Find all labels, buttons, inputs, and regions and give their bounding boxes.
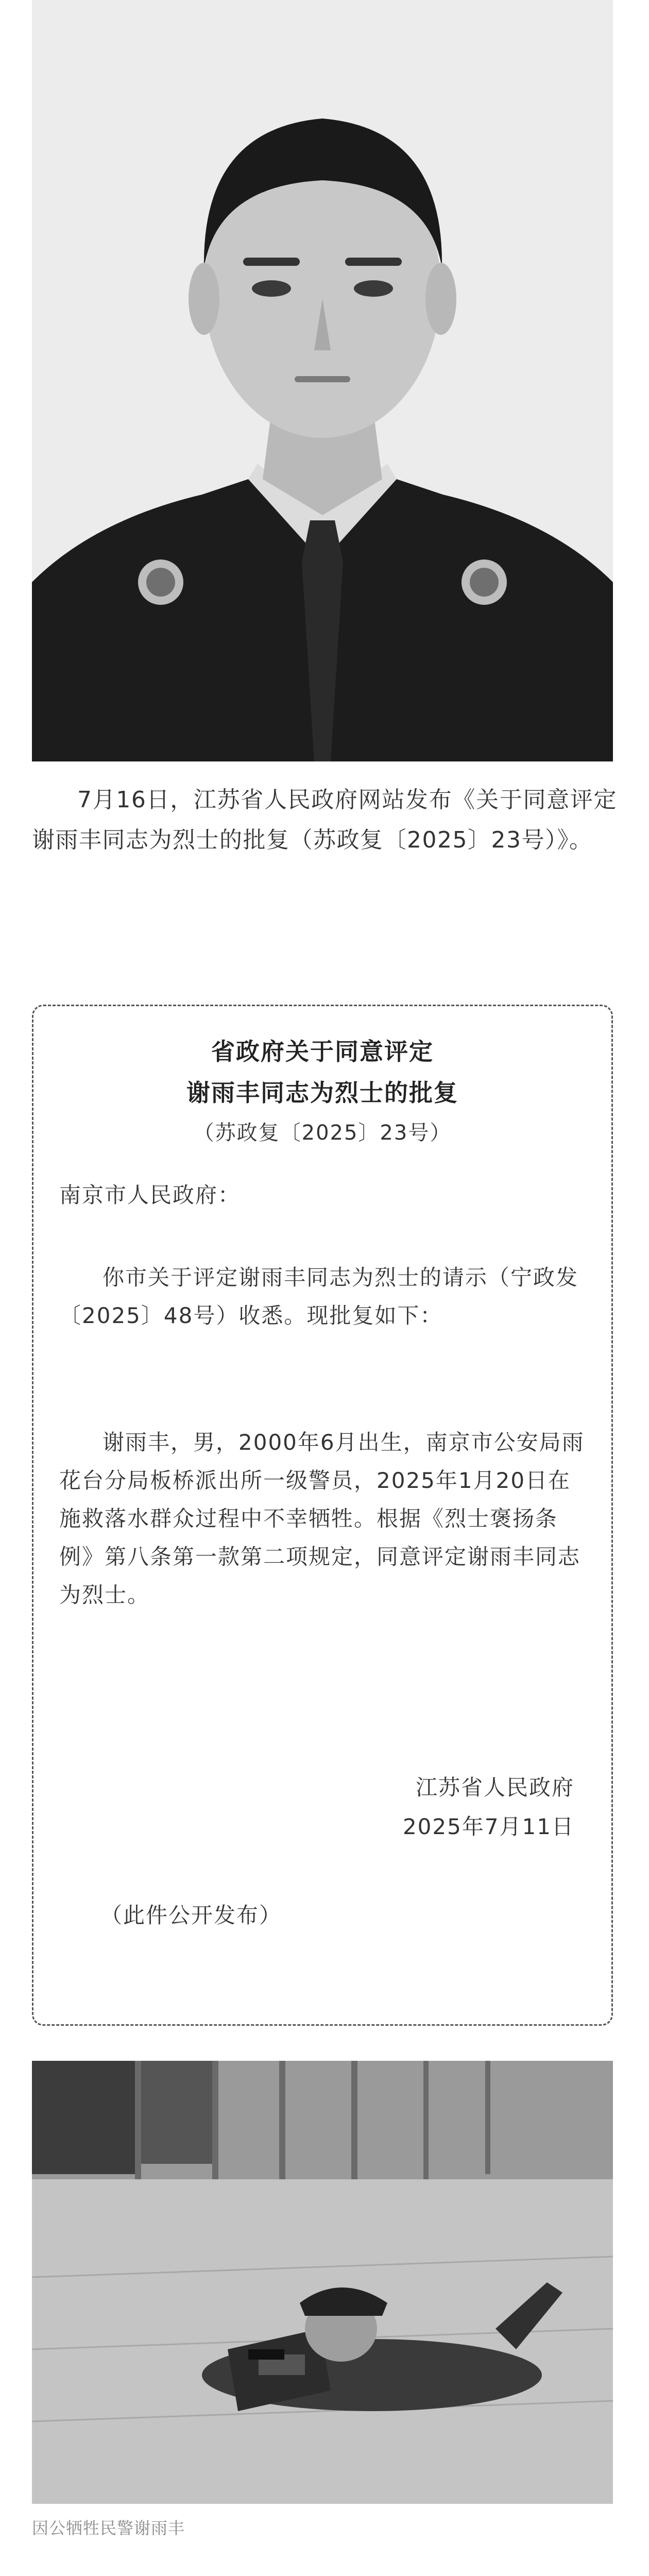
intro-paragraph [32,780,617,860]
official-document [32,1005,613,2026]
portrait-photo [32,0,613,761]
document-addressee: 南京市人民政府： [59,1182,241,1208]
document-publish-note: （此件公开发布） [100,1903,282,1928]
document-signer: 江苏省人民政府 [415,1775,574,1800]
document-title-line2: 谢雨丰同志为烈士的批复 [186,1079,458,1107]
document-para1: 你市关于评定谢雨丰同志为烈士的请示（宁政发〔2025〕48号）收悉。现批复如下： [59,1265,579,1328]
photo-caption: 因公牺牲民警谢雨丰 [32,2518,185,2538]
document-para2: 谢雨丰，男，2000年6月出生，南京市公安局雨花台分局板桥派出所一级警员，2025年1月20日在施救落水群众过程中不幸牺牲。根据《烈士褒扬条例》第八条第一款第二项规定，同意评定谢雨丰同志为烈士。 [59,1430,585,1607]
training-photo [32,2061,613,2504]
document-number: （苏政复〔2025〕23号） [193,1121,452,1145]
document-date: 2025年7月11日 [402,1814,574,1839]
intro-text: 7月16日，江苏省人民政府网站发布《关于同意评定谢雨丰同志为烈士的批复（苏政复〔2025〕23号）》。 [32,787,617,853]
document-title-line1: 省政府关于同意评定 [211,1038,434,1065]
